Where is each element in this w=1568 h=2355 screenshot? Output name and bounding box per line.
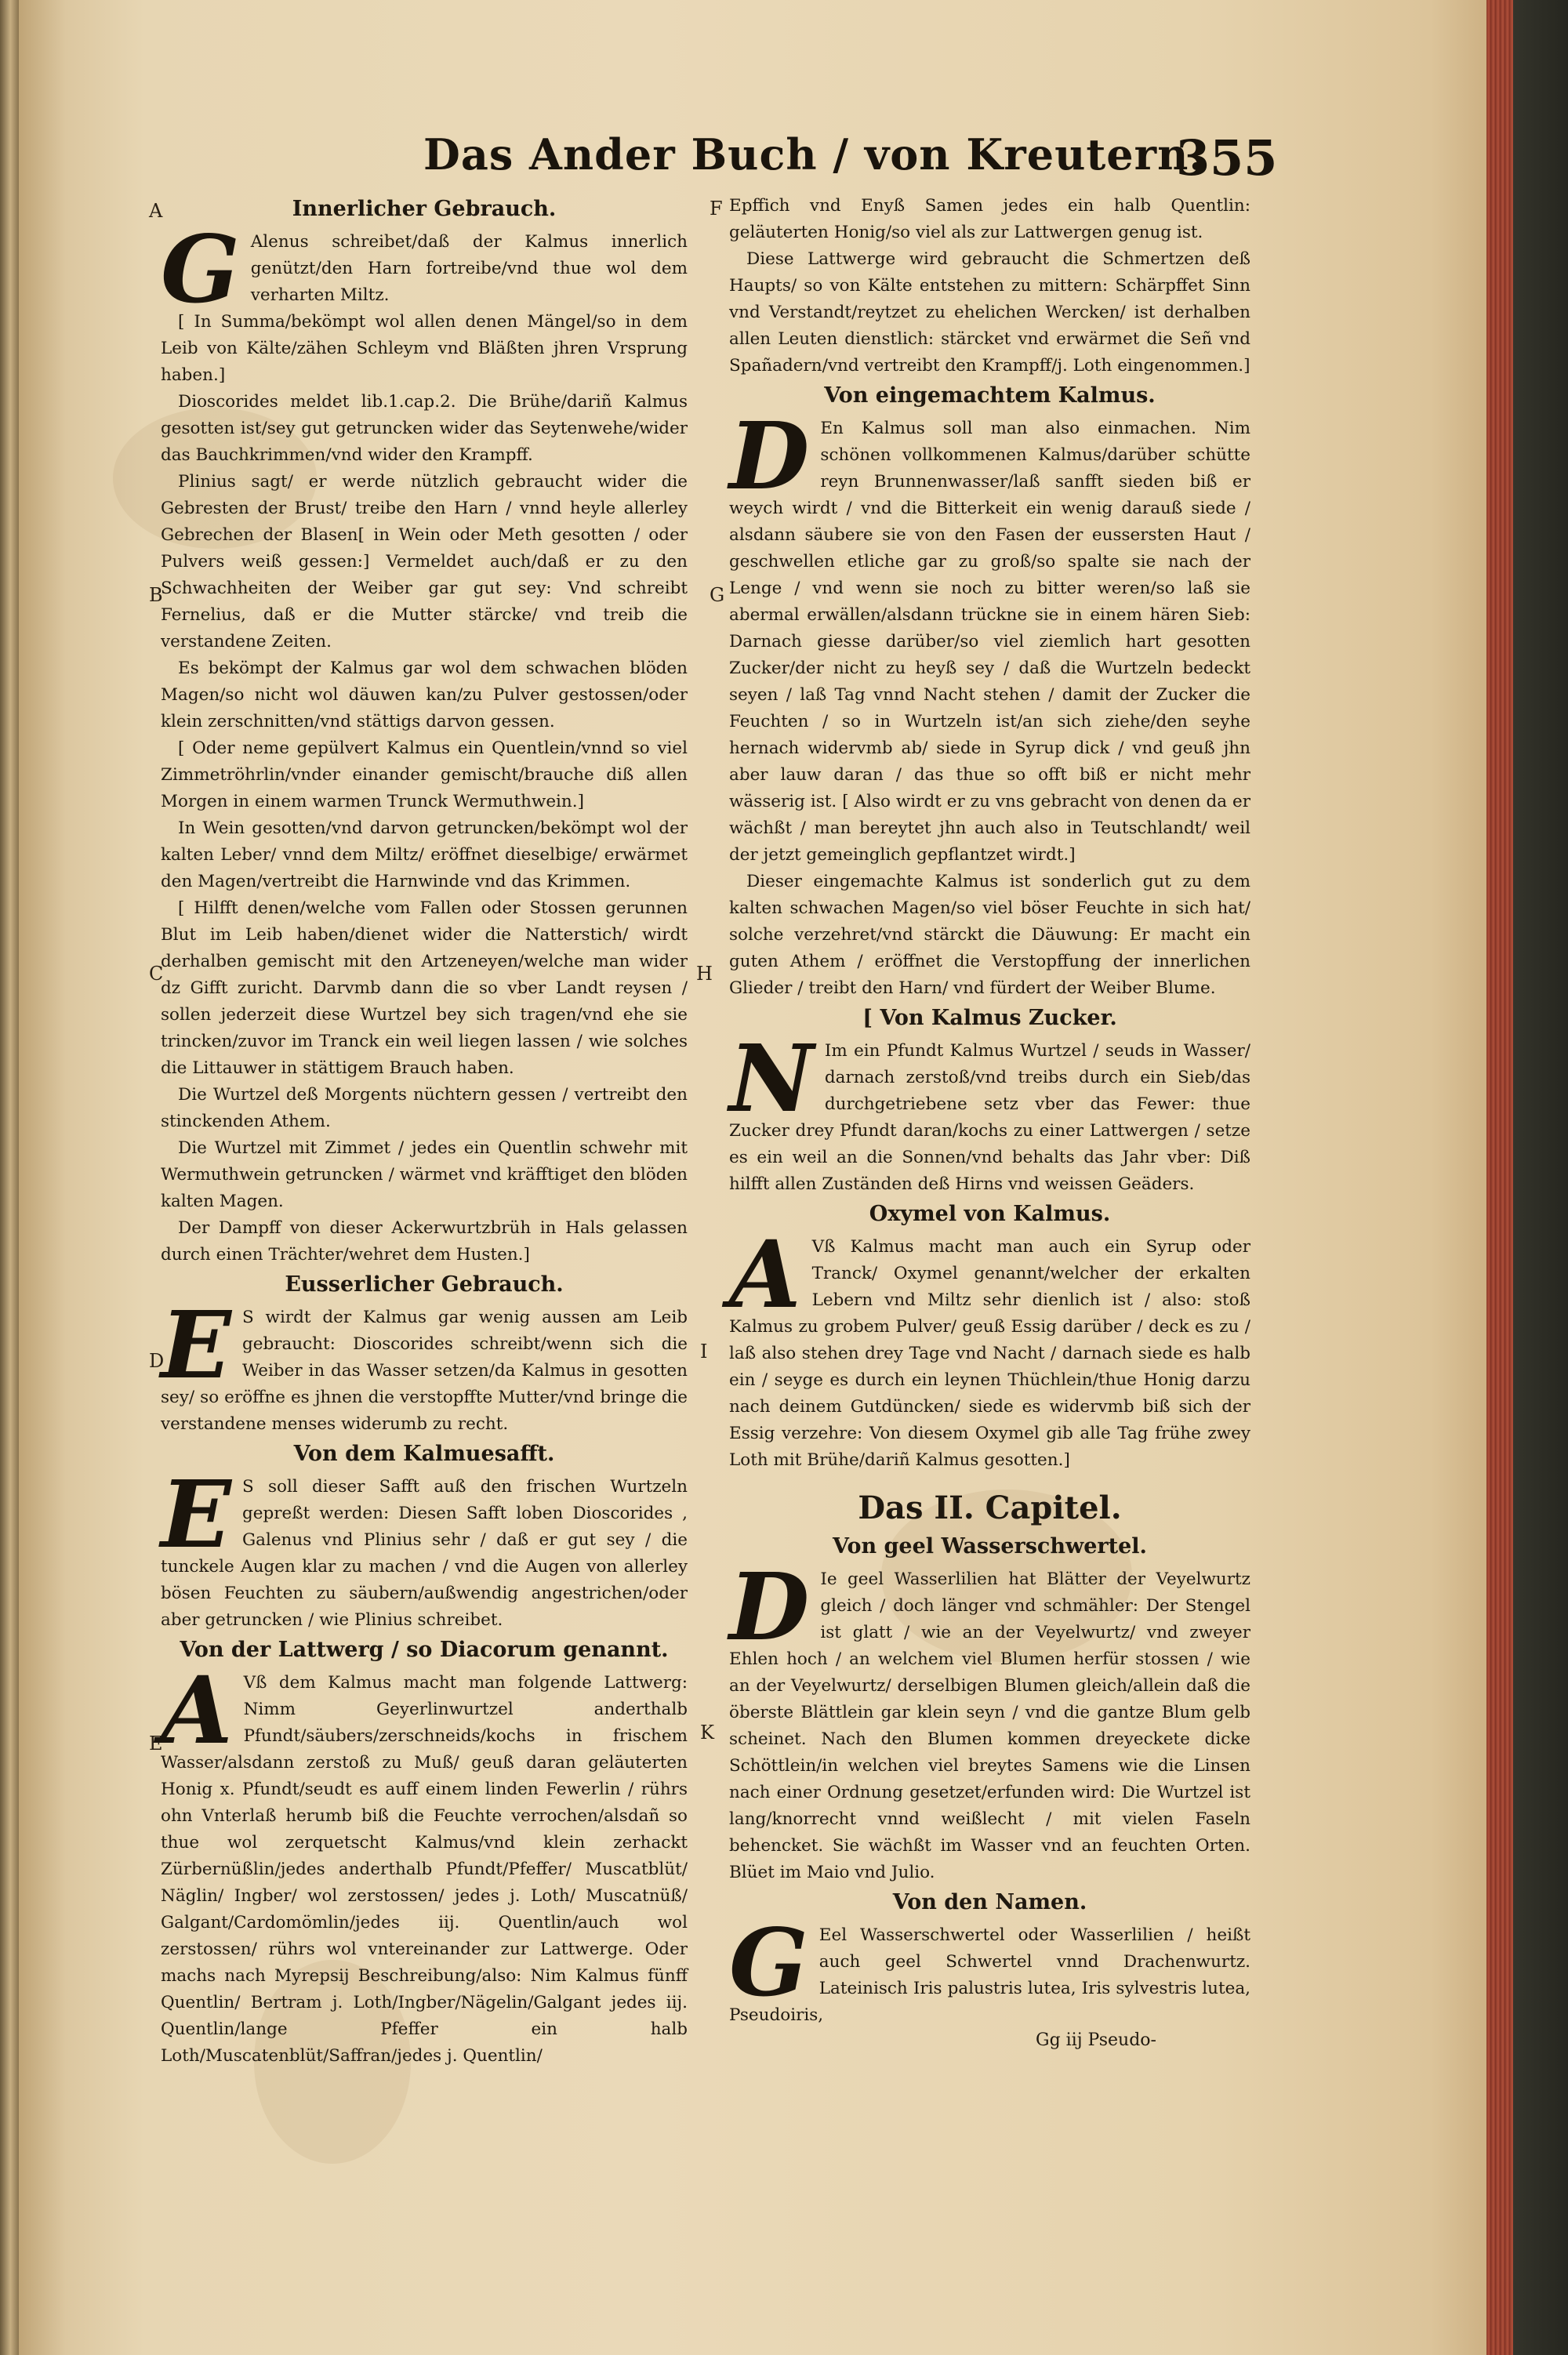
chapter-heading: Das II. Capitel. bbox=[858, 1490, 1122, 1526]
margin-mark: I bbox=[700, 1341, 708, 1363]
paragraph-with-initial: ES wirdt der Kalmus gar wenig aussen am Leib gebraucht: Dioscorides schreibt/wenn sich die Weiber in das Wasser setzen/da Kalmus in gesotten sey/ so eröffne es jhnen die verstopffte Mutter/vnd bringe die verstandene menses widerumb zu recht. bbox=[161, 1290, 688, 1434]
section-heading: Von der Lattwerg / so Diacorum genannt. bbox=[180, 1638, 669, 1662]
paragraph-with-initial: AVß Kalmus macht man auch ein Syrup oder Tranck/ Oxymel genannt/welcher der erkalten Lebern vnd Miltz sehr dienlich ist / also: stoß Kalmus zu grobem Pulver/ geuß Essig darüber / deck es zu / laß also stehen drey Tage vnd Nacht / darnach siede es halb ein / seyge es durch ein leynen Thüchlein/thue Honig darzu nach deinem Gutdüncken/ siede es widervmb biß sich der Essig verzehre: Von diesem Oxymel gib alle Tag frühe zwey Loth mit Brühe/dariñ Kalmus gesotten.] bbox=[729, 1220, 1250, 1470]
section-heading: Von geel Wasserschwertel. bbox=[833, 1534, 1147, 1559]
section-heading: Von dem Kalmuesafft. bbox=[293, 1442, 555, 1466]
paragraph-with-initial: DIe geel Wasserlilien hat Blätter der Veyelwurtz gleich / doch länger vnd schmähler: Der Stengel ist glatt / wie an der Veyelwurtz/ vnd zweyer Ehlen hoch / an welchem viel Blumen herfür stossen / wie an der Veyelwurtz/ derselbigen Blumen gleich/allein daß die öberste Blättlein gar klein seyn / vnd die gantze Blum gelb scheinet. Nach den Blumen kommen dreyeckete dicke Schöttlein/in welchen viel breytes Samens wie die Linsen nach einer Ordnung gesetzet/erfunden wird: Die Wurtzel ist lang/knorrecht vnnd weißlecht / mit vielen Faseln behencket. Sie wächßt im Wasser vnd an feuchten Orten. Blüet im Maio vnd Julio. bbox=[729, 1552, 1250, 1882]
paragraph-with-initial: NIm ein Pfundt Kalmus Wurtzel / seuds in Wasser/ darnach zerstoß/vnd treibs durch ein Sieb/das durchgetriebene setz vber das Fewer: thue Zucker drey Pfundt daran/kochs zu einer Lattwergen / setze es ein weil an die Sonnen/vnd behalts das Jahr vber: Diß hilfft allen Zuständen deß Hirns vnd weissen Geäders. bbox=[729, 1024, 1250, 1194]
paragraph-with-initial: ES soll dieser Safft auß den frischen Wurtzeln gepreßt werden: Diesen Safft loben Dioscorides , Galenus vnd Plinius sehr / daß er gut sey / die tunckele Augen klar zu machen / vnd die Augen von allerley bösen Feuchten zu säubern/außwendig angestrichen/oder aber getruncken / wie Plinius schreibet. bbox=[161, 1460, 688, 1630]
margin-mark: F bbox=[710, 198, 723, 220]
margin-mark: K bbox=[700, 1722, 714, 1744]
paragraph-with-initial: AVß dem Kalmus macht man folgende Lattwerg: Nimm Geyerlinwurtzel anderthalb Pfundt/säubers/zerschneids/kochs in frischem Wasser/alsdann zerstoß zu Muß/ geuß daran geläuterten Honig x. Pfundt/seudt es auff einem linden Fewerlin / rührs ohn Vnterlaß herumb biß die Feuchte verrochen/alsdañ so thue wol zerquetscht Kalmus/vnd klein zerhackt Zürbernüßlin/jedes anderthalb Pfundt/Pfeffer/ Muscatblüt/ Näglin/ Ingber/ wol zerstossen/ jedes j. Loth/ Muscatnüß/ Galgant/Cardomömlin/jedes iij. Quentlin/auch wol zerstossen/ rührs wol vntereinander zur Lattwerge. Oder machs nach Myrepsij Beschreibung/also: Nim Kalmus fünff Quentlin/ Bertram j. Loth/Ingber/Nägelin/Galgant jedes iij. Quentlin/lange Pfeffer ein halb Loth/Muscatenblüt/Saffran/jedes j. Quentlin/ bbox=[161, 1656, 688, 2066]
right-column bbox=[729, 193, 1250, 2052]
paragraph-with-initial: GEel Wasserschwertel oder Wasserlilien / heißt auch geel Schwertel vnnd Drachenwurtz. Lateinisch Iris palustris lutea, Iris sylvestris lutea, Pseudoiris, bbox=[729, 1908, 1250, 2025]
section-heading: Innerlicher Gebrauch. bbox=[292, 197, 557, 221]
margin-mark: B bbox=[149, 584, 163, 606]
section-heading: Von den Namen. bbox=[892, 1890, 1087, 1914]
margin-mark: C bbox=[149, 963, 164, 985]
margin-mark: E bbox=[149, 1733, 163, 1754]
paragraph: Die Wurtzel deß Morgents nüchtern gessen / vertreibt den stinckenden Athem. bbox=[161, 1085, 688, 1131]
paragraph: Plinius sagt/ er werde nützlich gebraucht wider die Gebresten der Brust/ treibe den Harn / vnnd heyle allerley Gebrechen der Blasen[ in Wein oder Meth gesotten / oder Pulvers weiß gessen:] Vermeldet auch/daß er zu den Schwachheiten der Weiber gar gut sey: Vnd schreibt Fernelius, daß er die Mutter stärcke/ vnd treib die verstandene Zeiten. bbox=[161, 472, 688, 651]
paragraph: [ In Summa/bekömpt wol allen denen Mängel/so in dem Leib von Kälte/zähen Schleym vnd Bläßten jhren Vrsprung haben.] bbox=[161, 312, 688, 385]
paragraph: Dioscorides meldet lib.1.cap.2. Die Brühe/dariñ Kalmus gesotten ist/sey gut getruncken wider das Seytenwehe/wider das Bauchkrimmen/vnd wider den Krampff. bbox=[161, 392, 688, 465]
running-header: Das Ander Buch / von Kreutern. bbox=[423, 129, 1205, 180]
book-cover bbox=[1513, 0, 1568, 2355]
margin-mark: G bbox=[710, 584, 725, 606]
margin-mark: H bbox=[696, 963, 713, 985]
paragraph: Der Dampff von dieser Ackerwurtzbrüh in Hals gelassen durch einen Trächter/wehret dem Husten.] bbox=[161, 1218, 688, 1265]
section-heading: Von eingemachtem Kalmus. bbox=[824, 383, 1156, 408]
paragraph: Die Wurtzel mit Zimmet / jedes ein Quentlin schwehr mit Wermuthwein getruncken / wärmet vnd kräfftiget den blöden kalten Magen. bbox=[161, 1138, 688, 1211]
left-column bbox=[161, 193, 688, 2070]
paragraph: Diese Lattwerge wird gebraucht die Schmertzen deß Haupts/ so von Kälte entstehen zu mittern: Schärpffet Sinn vnd Verstandt/reytzet zu ehelichen Wercken/ ist derhalben allen Leuten dienstlich: stärcket vnd erwärmet die Señ vnd Spañadern/vnd vertreibt den Krampff/j. Loth eingenommen.] bbox=[729, 249, 1250, 376]
paragraph-with-initial: GAlenus schreibet/daß der Kalmus innerlich genützt/den Harn fortreibe/vnd thue wol dem verharten Miltz. bbox=[161, 215, 688, 324]
page-block-red-edge bbox=[1486, 0, 1513, 2355]
margin-mark: A bbox=[149, 200, 163, 222]
margin-mark: D bbox=[149, 1350, 165, 1372]
section-heading: Eusserlicher Gebrauch. bbox=[285, 1272, 564, 1297]
section-heading: [ Von Kalmus Zucker. bbox=[862, 1006, 1117, 1030]
section-heading: Oxymel von Kalmus. bbox=[869, 1202, 1111, 1226]
paragraph: Es bekömpt der Kalmus gar wol dem schwachen blöden Magen/so nicht wol däuwen kan/zu Pulver gestossen/oder klein zerschnitten/vnd stättigs darvon gessen. bbox=[161, 659, 688, 731]
paragraph-with-initial: DEn Kalmus soll man also einmachen. Nim schönen vollkommenen Kalmus/darüber schütte reyn Brunnenwasser/laß sanfft sieden biß er weych wirdt / vnd die Bitterkeit ein wenig darauß siede / alsdann säubere sie von den Fasen der eussersten Haut / geschwellen etliche gar zu groß/so spalte sie nach der Lenge / vnd wenn sie noch zu bitter weren/so laß sie abermal erwällen/alsdann trückne sie in einem hären Sieb: Darnach giesse darüber/so viel ziemlich hart gesotten Zucker/der nicht zu heyß sey / daß die Wurtzeln bedeckt seyen / laß Tag vnnd Nacht stehen / damit der Zucker die Feuchten / so in Wurtzeln ist/an sich ziehe/den seyhe hernach widervmb ab/ siede in Syrup dick / vnd geuß jhn aber lauw daran / das thue so offt biß er nicht mehr wässerig ist. [ Also wirdt er zu vns gebracht von denen da er wächßt / man bereytet jhn auch also in Teutschlandt/ weil der jetzt gemeinglich gepflantzet wirdt.] bbox=[729, 401, 1250, 865]
paragraph: Epffich vnd Enyß Samen jedes ein halb Quentlin: geläuterten Honig/so viel als zur Lattwergen genug ist. bbox=[729, 196, 1250, 242]
previous-page-edge bbox=[0, 0, 19, 2355]
paragraph: In Wein gesotten/vnd darvon getruncken/bekömpt wol der kalten Leber/ vnnd dem Miltz/ eröffnet dieselbige/ erwärmet den Magen/vertreibt die Harnwinde vnd das Krimmen. bbox=[161, 818, 688, 891]
page-number: 355 bbox=[1176, 129, 1278, 187]
paragraph: [ Hilfft denen/welche vom Fallen oder Stossen gerunnen Blut im Leib haben/dienet wider die Natterstich/ wirdt derhalben gemischt mit den Artzeneyen/welche man wider dz Gifft zuricht. Darvmb dann die so vber Landt reysen / sollen jederzeit diese Wurtzel bey sich tragen/vnd ehe sie trincken/zuvor im Tranck ein weil liegen lassen / wie solches die Littauwer in stättigem Brauch haben. bbox=[161, 898, 688, 1078]
signature-catchword: Gg iij Pseudo- bbox=[1036, 2030, 1156, 2050]
paragraph: [ Oder neme gepülvert Kalmus ein Quentlein/vnnd so viel Zimmetröhrlin/vnder einander gemischt/brauche diß allen Morgen in einem warmen Trunck Wermuthwein.] bbox=[161, 738, 688, 811]
paragraph: Dieser eingemachte Kalmus ist sonderlich gut zu dem kalten schwachen Magen/so viel böser Feuchte in sich hat/ solche verzehret/vnd stärckt die Däuwung: Er macht ein guten Athem / eröffnet die Verstopffung der innerlichen Glieder / treibt den Harn/ vnd fürdert der Weiber Blume. bbox=[729, 872, 1250, 998]
